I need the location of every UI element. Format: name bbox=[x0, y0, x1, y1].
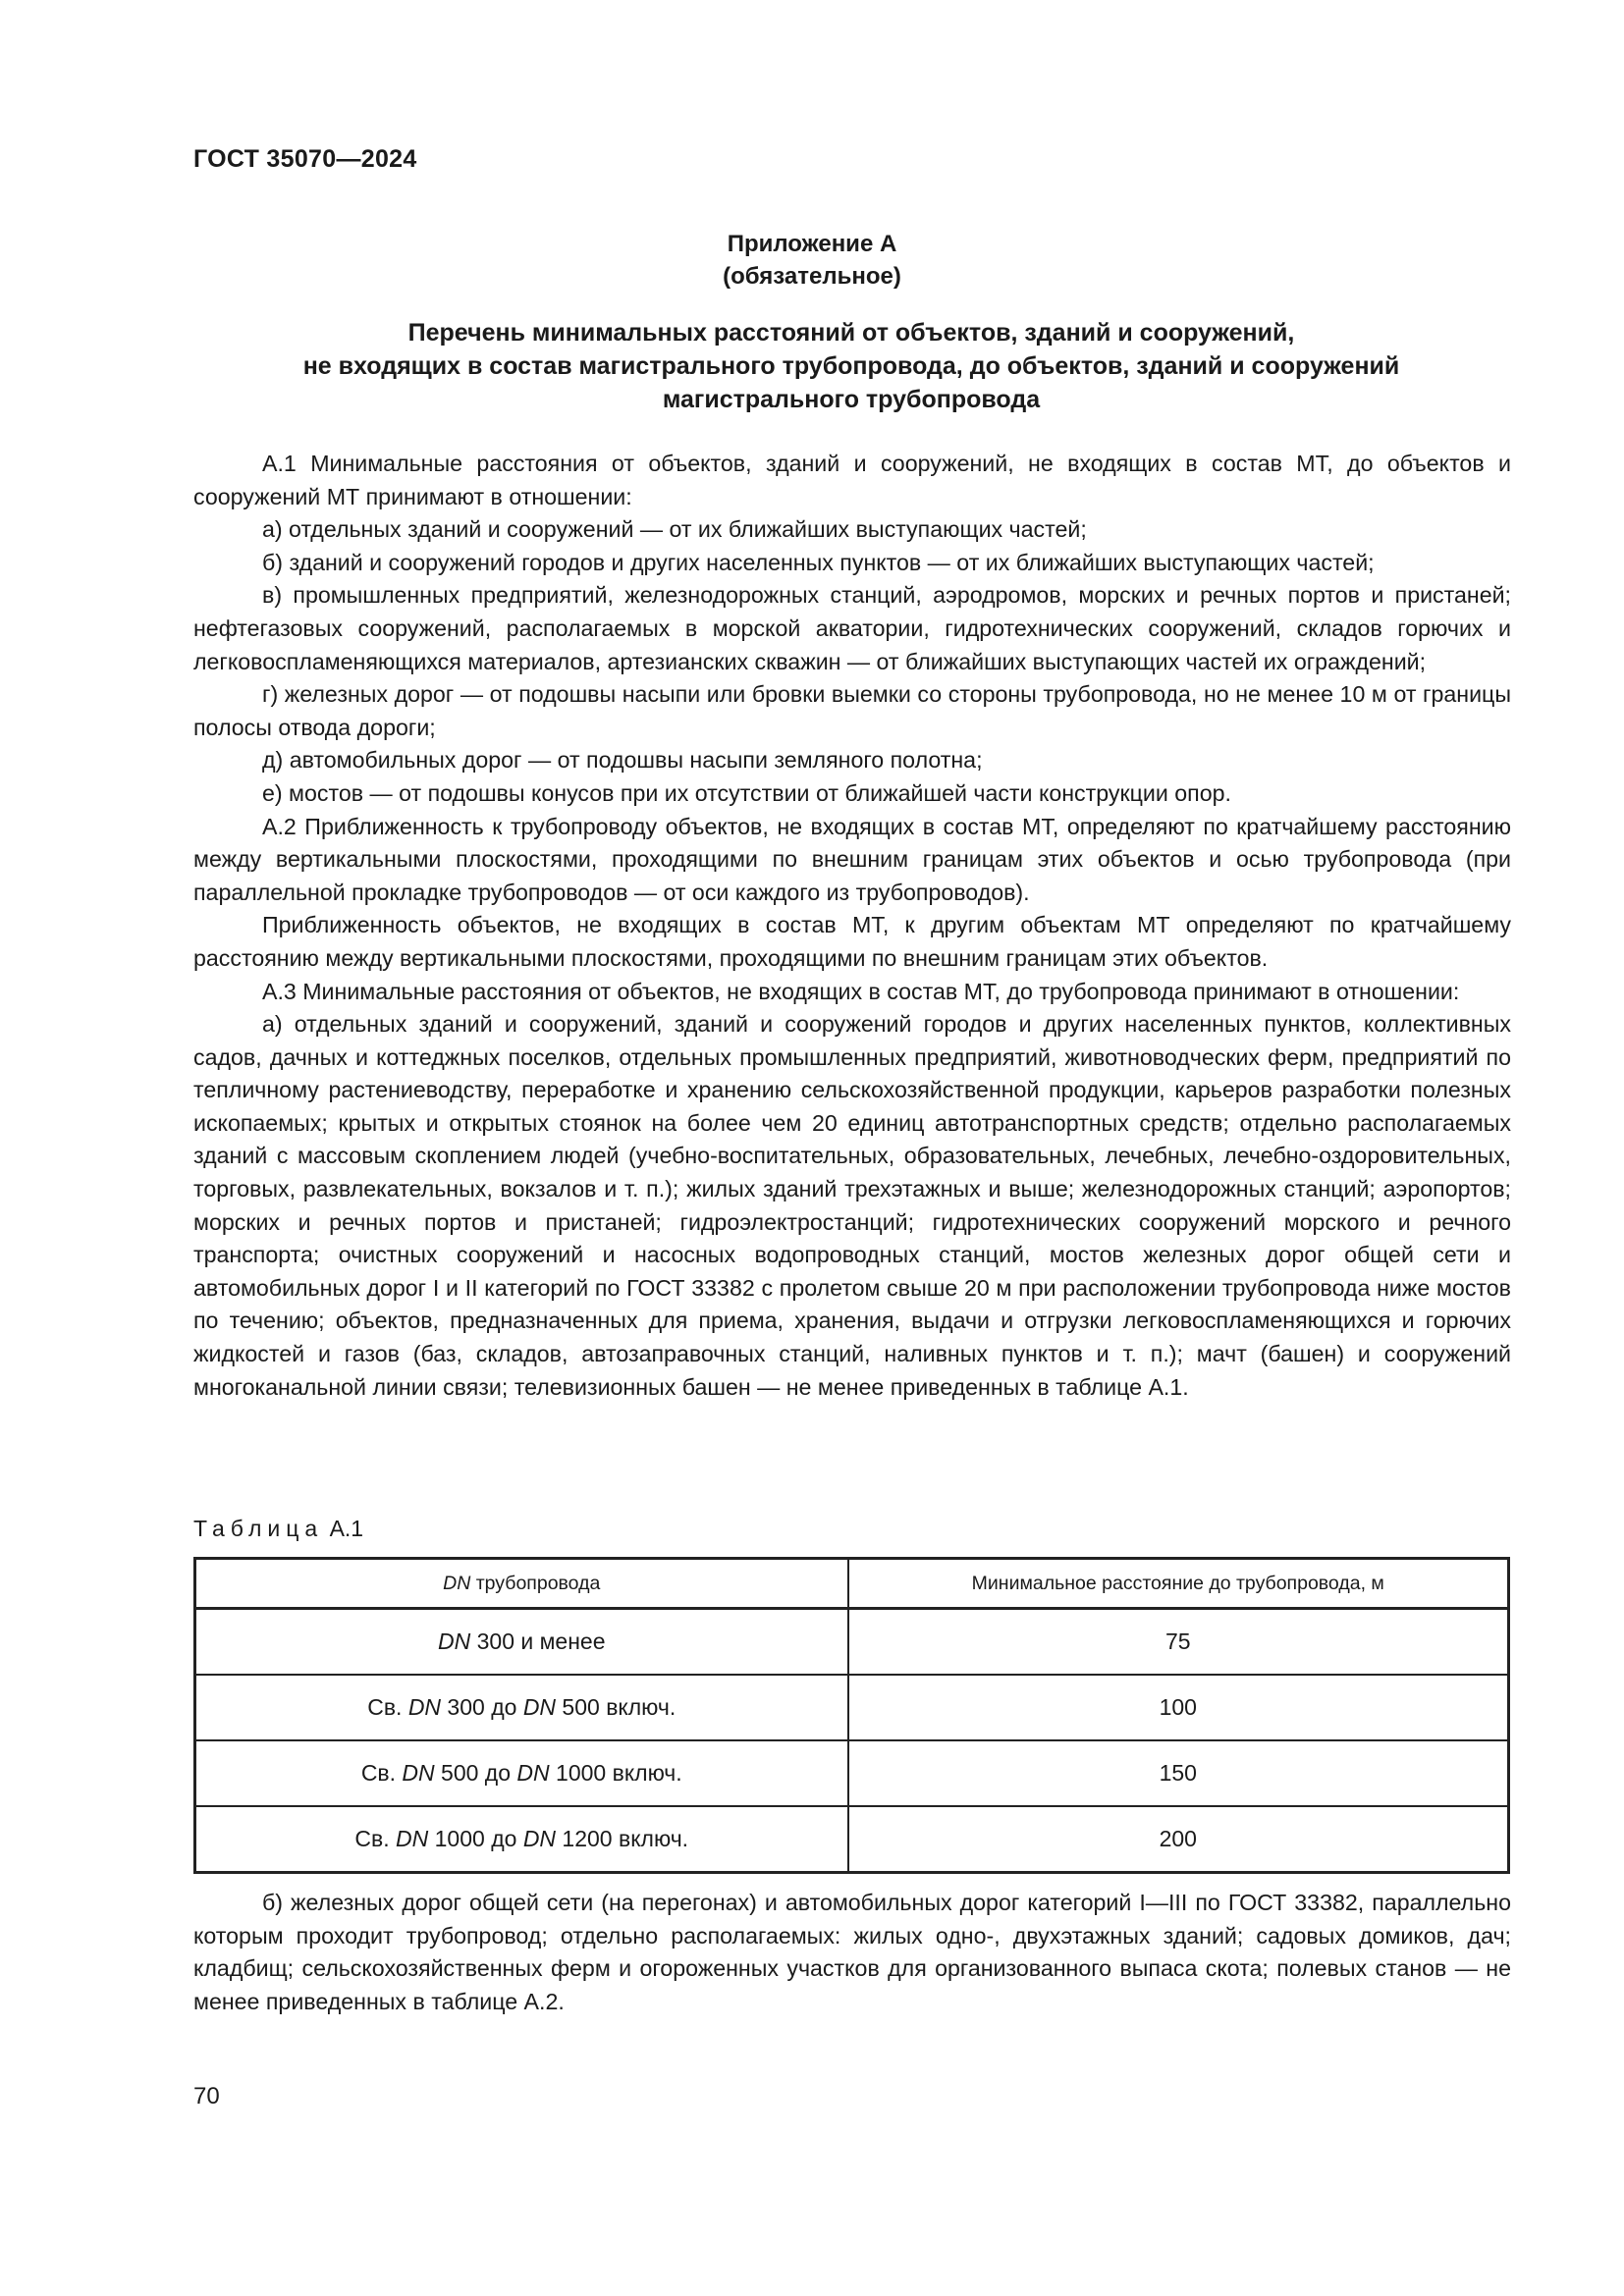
distance-cell: 200 bbox=[848, 1806, 1509, 1873]
list-item-b: б) зданий и сооружений городов и других населенных пунктов — от их ближайших выступающих частей; bbox=[262, 549, 1375, 575]
dn-range-cell: Св. DN 500 до DN 1000 включ. bbox=[195, 1740, 848, 1806]
distance-cell: 75 bbox=[848, 1609, 1509, 1676]
table-row bbox=[195, 1806, 1509, 1873]
table-row bbox=[195, 1740, 1509, 1806]
appendix-status: (обязательное) bbox=[723, 263, 901, 290]
list-item-v: в) промышленных предприятий, железнодорожных станций, аэродромов, морских и речных портов и пристаней; нефтегазовых сооружений, располагаемых в морской акватории, гидротехнических сооружений, складов горючих и легковоспламеняющихся материалов, артезианских скважин — от ближайших выступающих частей их ограждений; bbox=[193, 582, 1511, 674]
appendix-title bbox=[193, 316, 1509, 416]
dn-range-cell: Св. DN 1000 до DN 1200 включ. bbox=[195, 1806, 848, 1873]
list-item-e: е) мостов — от подошвы конусов при их отсутствии от ближайшей части конструкции опор. bbox=[262, 779, 1231, 806]
body-text-main bbox=[193, 448, 1511, 1404]
clause-a3-item-a: а) отдельных зданий и сооружений, зданий и сооружений городов и других населенных пунктов, коллективных садов, дачных и коттеджных поселков, отдельных промышленных предприятий, животноводческих ферм, предприятий по тепличному растениеводству, переработке и хранению сельскохозяйственной продукции, карьеров разработки полезных ископаемых; крытых и открытых стоянок на более чем 20 единиц автотранспортных средств; отдельно располагаемых зданий с массовым скоплением людей (учебно-воспитательных, образовательных, лечебных, лечебно-оздоровительных, торговых, развлекательных, вокзалов и т. п.); жилых зданий трехэтажных и выше; железнодорожных станций; аэропортов; морских и речных портов и пристаней; гидроэлектростанций; гидротехнических сооружений морского и речного транспорта; очистных сооружений и насосных водопроводных станций, мостов железных дорог общей сети и автомобильных дорог I и II категорий по ГОСТ 33382 с пролетом свыше 20 м при расположении трубопровода ниже мостов по течению; объектов, предназначенных для приема, хранения, выдачи и отгрузки легковоспламеняющихся и горючих жидкостей и газов (баз, складов, автозаправочных станций, наливных пунктов и т. п.); мачт (башен) и сооружений многоканальной линии связи; телевизионных башен — не менее приведенных в таблице А.1. bbox=[193, 1011, 1511, 1400]
table-header-row bbox=[195, 1559, 1509, 1609]
page-number: 70 bbox=[193, 2083, 220, 2109]
table-row bbox=[195, 1609, 1509, 1676]
clause-a3: А.3 Минимальные расстояния от объектов, не входящих в состав МТ, до трубопровода принимают в отношении: bbox=[262, 978, 1460, 1004]
clause-a3-item-b: б) железных дорог общей сети (на перегонах) и автомобильных дорог категорий I—III по ГОСТ 33382, параллельно которым проходит трубопровод; отдельно располагаемых: жилых одно-, двухэтажных зданий; садовых домиков, дач; кладбищ; сельскохозяйственных ферм и огороженных участков для организованного выпаса скота; полевых станов — не менее приведенных в таблице А.2. bbox=[193, 1890, 1511, 2014]
dn-range-cell: Св. DN 300 до DN 500 включ. bbox=[195, 1675, 848, 1740]
list-item-a: а) отдельных зданий и сооружений — от их ближайших выступающих частей; bbox=[262, 516, 1087, 543]
dn-range-cell: DN 300 и менее bbox=[195, 1609, 848, 1676]
title-line: Перечень минимальных расстояний от объектов, зданий и сооружений, bbox=[407, 319, 1295, 347]
distance-table bbox=[193, 1557, 1510, 1874]
table-caption-label: Таблица bbox=[193, 1516, 324, 1541]
column-header-distance: Минимальное расстояние до трубопровода, м bbox=[848, 1559, 1509, 1609]
clause-a2-continued: Приближенность объектов, не входящих в состав МТ, к другим объектам МТ определяют по кратчайшему расстоянию между вертикальными плоскостями, проходящими по внешним границам этих объектов. bbox=[193, 912, 1511, 971]
table-row bbox=[195, 1675, 1509, 1740]
list-item-g: г) железных дорог — от подошвы насыпи или бровки выемки со стороны трубопровода, но не менее 10 м от границы полосы отвода дороги; bbox=[193, 681, 1511, 740]
document-code: ГОСТ 35070—2024 bbox=[193, 145, 417, 173]
appendix-label: Приложение А bbox=[727, 231, 897, 257]
clause-a2: А.2 Приближенность к трубопроводу объектов, не входящих в состав МТ, определяют по кратчайшему расстоянию между вертикальными плоскостями, проходящими по внешним границам этих объектов и осью трубопровода (при параллельной прокладке трубопроводов — от оси каждого из трубопроводов). bbox=[193, 813, 1511, 905]
column-header-dn: DN трубопровода bbox=[195, 1559, 848, 1609]
distance-cell: 150 bbox=[848, 1740, 1509, 1806]
table-caption bbox=[193, 1516, 363, 1542]
clause-a1: А.1 Минимальные расстояния от объектов, зданий и сооружений, не входящих в состав МТ, до объектов и сооружений МТ принимают в отношении: bbox=[193, 451, 1511, 509]
table-caption-number: А.1 bbox=[329, 1516, 364, 1541]
distance-cell: 100 bbox=[848, 1675, 1509, 1740]
title-line: магистрального трубопровода bbox=[662, 386, 1041, 413]
list-item-d: д) автомобильных дорог — от подошвы насыпи земляного полотна; bbox=[262, 747, 983, 774]
title-line: не входящих в состав магистрального трубопровода, до объектов, зданий и сооружений bbox=[302, 352, 1400, 380]
appendix-heading bbox=[0, 228, 1624, 293]
body-text-after-table bbox=[193, 1887, 1511, 2018]
